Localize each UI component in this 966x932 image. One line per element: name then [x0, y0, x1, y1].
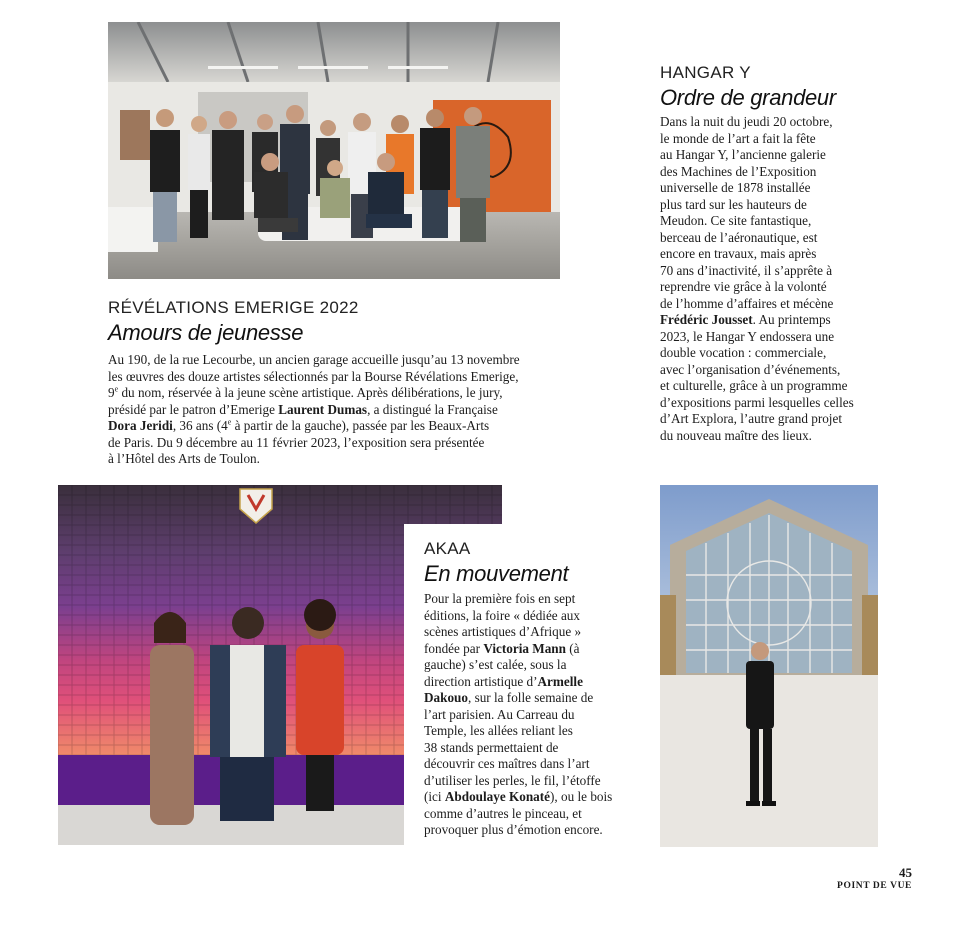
text-fragment: direction artistique d’ [424, 673, 538, 689]
text-fragment: à partir de la gauche), passée par les Beaux-Arts [231, 418, 490, 433]
text-line: scènes artistiques d’Afrique » [424, 624, 582, 639]
text-line: berceau de l’aéronautique, est [660, 229, 818, 245]
emerige-kicker: RÉVÉLATIONS EMERIGE 2022 [108, 298, 359, 317]
text-line: d’expositions parmi lesquelles celles [660, 394, 854, 410]
text-line [424, 690, 639, 707]
text-line: l’art parisien. Au Carreau du [424, 706, 575, 722]
text-line: et culturelle, grâce à un programme [660, 378, 848, 393]
hangar-headline: Ordre de grandeur [660, 85, 836, 110]
text-line [108, 385, 568, 402]
akaa-body [424, 591, 639, 839]
text-line: 70 ans d’inactivité, il s’apprête à [660, 262, 833, 278]
text-line: comme d’autres le pinceau, et [424, 805, 582, 821]
text-line: au Hangar Y, l’ancienne galerie [660, 147, 826, 162]
akaa-kicker: AKAA [424, 539, 471, 558]
text-line: encore en travaux, mais après [660, 246, 817, 261]
akaa-headline: En mouvement [424, 561, 569, 586]
text-line: d’utiliser les perles, le fil, l’étoffe [424, 772, 601, 788]
text-line [424, 674, 639, 691]
text-fragment: (ici [424, 789, 445, 804]
text-line: à l’Hôtel des Arts de Toulon. [108, 451, 260, 466]
text-fragment: . Au printemps [752, 312, 831, 327]
text-fragment: fondée par [424, 640, 484, 656]
person-name: Dakouo [424, 690, 468, 705]
text-line [424, 641, 639, 658]
text-line: des Machines de l’Exposition [660, 163, 817, 179]
text-line: reprendre vie grâce à la volonté [660, 279, 827, 294]
person-name: Victoria Mann [483, 640, 566, 656]
text-line: de l’homme d’affaires et mécène [660, 295, 834, 311]
superscript: e [114, 384, 119, 394]
text-line: avec l’organisation d’événements, [660, 361, 841, 377]
person-name: Armelle [537, 673, 583, 689]
text-line: Meudon. Ce site fantastique, [660, 213, 812, 228]
text-line: Au 190, de la rue Lecourbe, un ancien garage accueille jusqu’au 13 novembre [108, 352, 520, 367]
text-fragment: , a distingué la Française [367, 401, 498, 417]
text-fragment: du nom, réservée à la jeune scène artistique. Après délibérations, le jury, [118, 385, 503, 400]
text-line: du nouveau maître des lieux. [660, 427, 812, 443]
emerige-group-photo [108, 22, 560, 279]
hangar-body [660, 114, 900, 444]
text-line: Pour la première fois en sept [424, 591, 576, 606]
text-line [660, 312, 900, 329]
text-line: provoquer plus d’émotion encore. [424, 822, 603, 837]
text-fragment: (à [565, 640, 580, 656]
hangar-kicker: HANGAR Y [660, 63, 751, 82]
text-fragment: ), ou le bois [550, 789, 613, 804]
text-line: d’Art Explora, l’autre grand projet [660, 411, 842, 426]
text-line: le monde de l’art a fait la fête [660, 130, 816, 146]
text-line [108, 418, 568, 435]
magazine-name: POINT DE VUE [837, 881, 912, 891]
text-fragment: , 36 ans (4 [172, 418, 228, 433]
text-fragment: présidé par le patron d’Emerige [108, 401, 279, 417]
text-line: plus tard sur les hauteurs de [660, 196, 807, 212]
text-line: découvrir ces maîtres dans l’art [424, 756, 590, 771]
text-line: les œuvres des douze artistes sélectionnés par la Bourse Révélations Emerige, [108, 368, 519, 384]
hangar-photo [660, 485, 878, 847]
person-name: Frédéric Jousset [660, 312, 753, 327]
text-line: double vocation : commerciale, [660, 345, 827, 360]
text-line: éditions, la foire « dédiée aux [424, 607, 580, 623]
text-fragment: , sur la folle semaine de [467, 690, 594, 705]
text-line [108, 402, 568, 419]
text-fragment: 9 [108, 385, 115, 400]
person-name: Abdoulaye Konaté [444, 789, 551, 804]
person-name: Laurent Dumas [278, 401, 368, 417]
text-line: de Paris. Du 9 décembre au 11 février 2023, l’exposition sera présentée [108, 434, 485, 450]
superscript: e [227, 417, 232, 427]
text-line: 2023, le Hangar Y endossera une [660, 328, 835, 344]
text-line: gauche) s’est calée, sous la [424, 657, 567, 672]
text-line: 38 stands permettaient de [424, 739, 559, 755]
text-line: Temple, les allées reliant les [424, 723, 573, 738]
page-number: 45 [899, 865, 912, 880]
text-line: Dans la nuit du jeudi 20 octobre, [660, 114, 833, 129]
text-line: universelle de 1878 installée [660, 180, 811, 195]
person-name: Dora Jeridi [108, 418, 173, 433]
text-line [424, 789, 639, 806]
emerige-body [108, 352, 568, 468]
emerige-headline: Amours de jeunesse [108, 320, 304, 345]
